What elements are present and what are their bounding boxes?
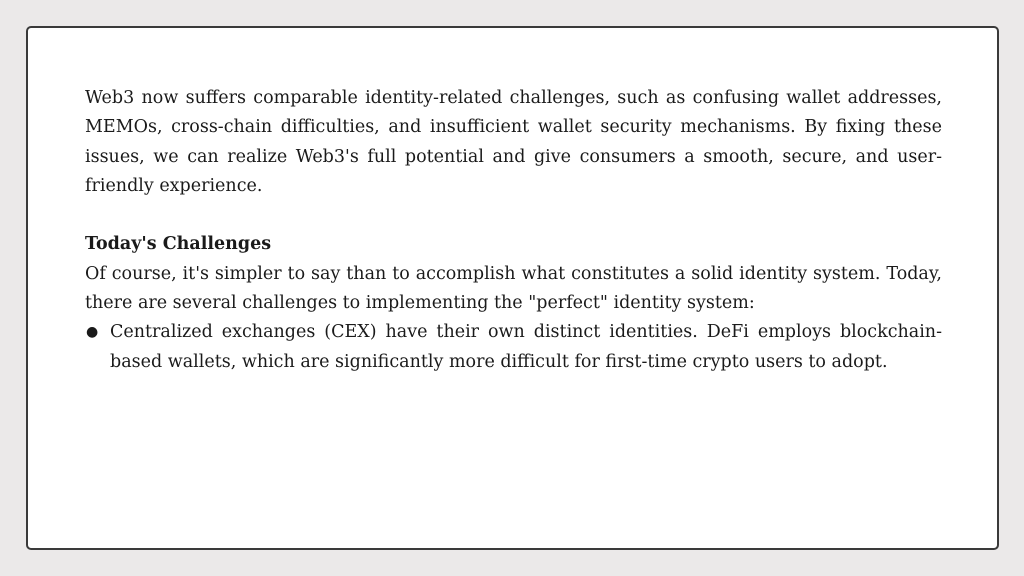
slide-card [26,26,999,550]
paragraph-spacer [85,201,942,230]
bullet-item [85,318,942,377]
section-heading: Today's Challenges [85,234,272,255]
bullet-text: Centralized exchanges (CEX) have their own distinct identities. DeFi employs blockchain-based wallets, which are significantly more difficult for first-time crypto users to adopt. [110,322,942,372]
document-body [85,84,942,377]
section-paragraph: Of course, it's simpler to say than to accomplish what constitutes a solid identity system. Today, there are several challenges to implementing the "perfect" identity system: [85,263,942,314]
bullet-marker: ● [86,324,99,341]
bullet-list [85,318,942,377]
intro-paragraph: Web3 now suffers comparable identity-related challenges, such as confusing wallet addresses, MEMOs, cross-chain difficulties, and insufficient wallet security mechanisms. By fixing these issues, we can realize Web3's full potential and give consumers a smooth, secure, and user-friendly experience. [85,88,942,196]
